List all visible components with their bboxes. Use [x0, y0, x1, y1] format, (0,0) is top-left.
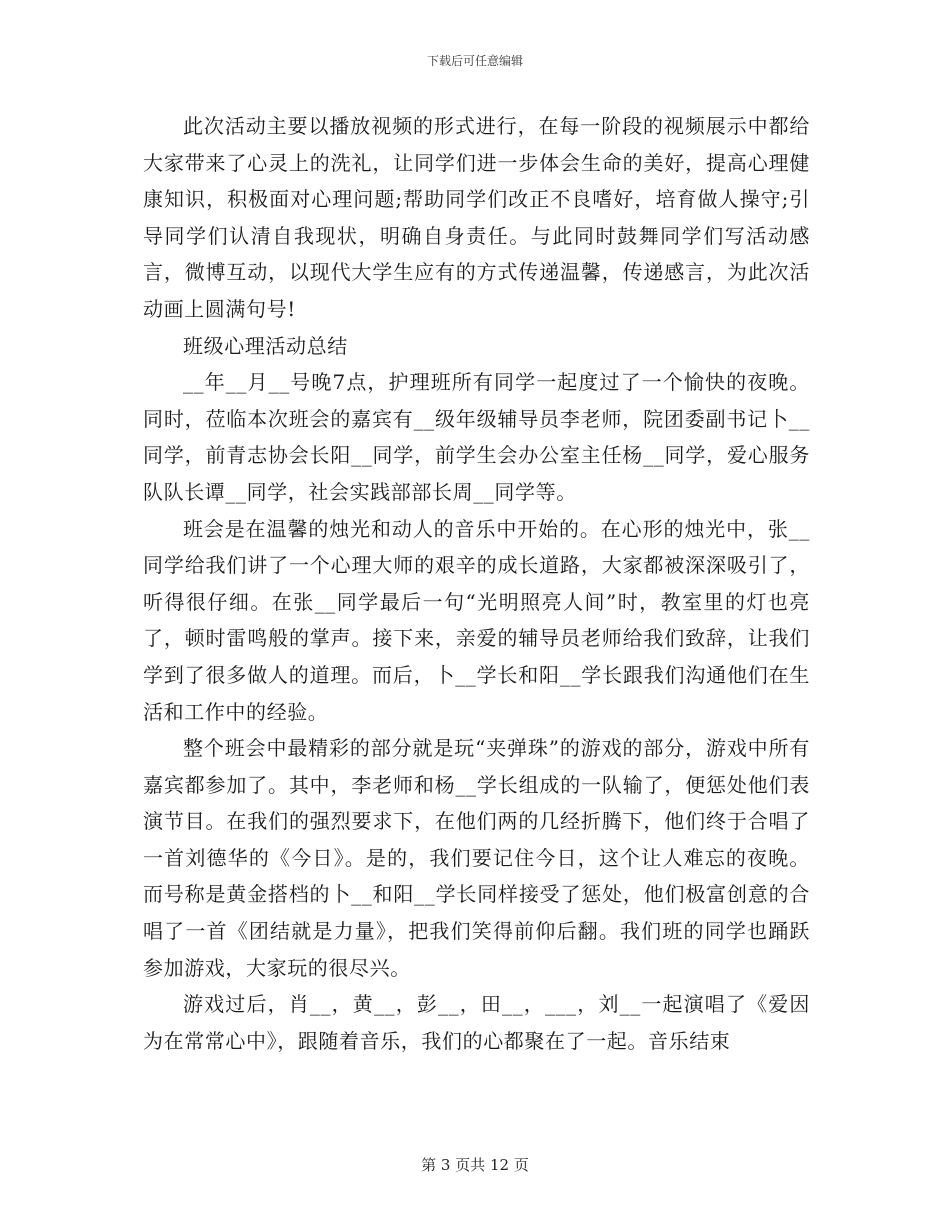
document-body — [143, 108, 810, 1059]
paragraph-song: 游戏过后，肖__，黄__，彭__，田__，___，刘__一起演唱了《爱因为在常常心中》，跟随着音乐，我们的心都聚在了一起。音乐结束 — [143, 992, 810, 1053]
page-number: 第 3 页共 12 页 — [421, 1156, 529, 1174]
section-heading: 班级心理活动总结 — [183, 333, 348, 358]
paragraph-game: 整个班会中最精彩的部分就是玩“夹弹珠”的游戏的部分，游戏中所有嘉宾都参加了。其中，李老师和杨__学长组成的一队输了，便惩处他们表演节目。在我们的强烈要求下，在他们两的几经折腾下，他们终于合唱了一首刘德华的《今日》。是的，我们要记住今日，这个让人难忘的夜晚。而号称是黄金搭档的卜__和阳__学长同样接受了惩处，他们极富创意的合唱了一首《团结就是力量》，把我们笑得前仰后翻。我们班的同学也踊跃参加游戏，大家玩的很尽兴。 — [143, 736, 810, 980]
paragraph-activity-summary: 此次活动主要以播放视频的形式进行，在每一阶段的视频展示中都给大家带来了心灵上的洗礼，让同学们进一步体会生命的美好，提高心理健康知识，积极面对心理问题;帮助同学们改正不良嗜好，培育做人操守;引导同学们认清自我现状，明确自身责任。与此同时鼓舞同学们写活动感言，微博互动，以现代大学生应有的方式传递温馨，传递感言，为此次活动画上圆满句号! — [143, 114, 810, 321]
paragraph-candlelight: 班会是在温馨的烛光和动人的音乐中开始的。在心形的烛光中，张__同学给我们讲了一个心理大师的艰辛的成长道路，大家都被深深吸引了，听得很仔细。在张__同学最后一句“光明照亮人间”时，教室里的灯也亮了，顿时雷鸣般的掌声。接下来，亲爱的辅导员老师给我们致辞，让我们学到了很多做人的道理。而后，卜__学长和阳__学长跟我们沟通他们在生活和工作中的经验。 — [143, 516, 810, 724]
paragraph-class-meeting-intro: __年__月__号晚7点，护理班所有同学一起度过了一个愉快的夜晚。同时，莅临本次班会的嘉宾有__级年级辅导员李老师，院团委副书记卜__同学，前青志协会长阳__同学，前学生会办公室主任杨__同学，爱心服务队队长谭__同学，社会实践部部长周__同学等。 — [143, 370, 810, 504]
page-header-note: 下载后可任意编辑 — [426, 54, 523, 68]
